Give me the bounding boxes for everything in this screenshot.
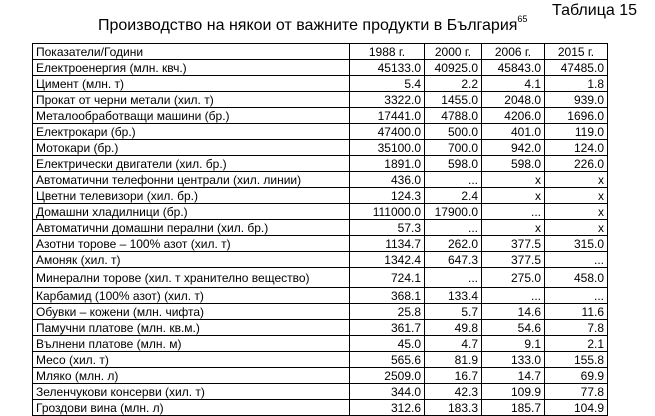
row-value: 4.7 xyxy=(425,336,482,352)
table-row xyxy=(33,76,608,92)
row-value: x xyxy=(545,204,608,220)
row-value: 45.0 xyxy=(350,336,425,352)
row-label: Гроздови вина (млн. л) xyxy=(33,400,350,416)
row-value: ... xyxy=(482,288,545,304)
row-value: 77.8 xyxy=(545,384,608,400)
header-year-2006: 2006 г. xyxy=(482,44,545,60)
row-value: 226.0 xyxy=(545,156,608,172)
row-value: 2048.0 xyxy=(482,92,545,108)
row-label: Металообработващи машини (бр.) xyxy=(33,108,350,124)
row-value: 17900.0 xyxy=(425,204,482,220)
row-value: 1455.0 xyxy=(425,92,482,108)
row-value: 14.6 xyxy=(482,304,545,320)
row-label: Електрически двигатели (хил. бр.) xyxy=(33,156,350,172)
row-value: 1134.7 xyxy=(350,236,425,252)
row-label: Карбамид (100% азот) (хил. т) xyxy=(33,288,350,304)
row-value: 54.6 xyxy=(482,320,545,336)
table-row xyxy=(33,368,608,384)
row-value: 45843.0 xyxy=(482,60,545,76)
row-value: x xyxy=(545,188,608,204)
row-label: Вълнени платове (млн. м) xyxy=(33,336,350,352)
row-value: 3322.0 xyxy=(350,92,425,108)
row-label: Цветни телевизори (хил. бр.) xyxy=(33,188,350,204)
table-row xyxy=(33,60,608,76)
table-row xyxy=(33,252,608,268)
row-label: Прокат от черни метали (хил. т) xyxy=(33,92,350,108)
row-value: 185.7 xyxy=(482,400,545,416)
row-value: 45133.0 xyxy=(350,60,425,76)
row-value: 35100.0 xyxy=(350,140,425,156)
header-row xyxy=(33,44,608,60)
production-table xyxy=(32,43,608,416)
row-value: 565.6 xyxy=(350,352,425,368)
row-value: 361.7 xyxy=(350,320,425,336)
row-label: Зеленчукови консерви (хил. т) xyxy=(33,384,350,400)
row-value: 2.1 xyxy=(545,336,608,352)
row-value: 119.0 xyxy=(545,124,608,140)
footnote-reference: 65 xyxy=(517,14,528,24)
row-value: 1342.4 xyxy=(350,252,425,268)
row-value: ... xyxy=(425,268,482,288)
row-value: 1.8 xyxy=(545,76,608,92)
row-label: Домашни хладилници (бр.) xyxy=(33,204,350,220)
row-value: 25.8 xyxy=(350,304,425,320)
row-label: Автоматични домашни перални (хил. бр.) xyxy=(33,220,350,236)
row-value: 7.8 xyxy=(545,320,608,336)
row-value: 315.0 xyxy=(545,236,608,252)
row-label: Азотни торове – 100% азот (хил. т) xyxy=(33,236,350,252)
table-row xyxy=(33,92,608,108)
table-row xyxy=(33,124,608,140)
row-value: 1891.0 xyxy=(350,156,425,172)
table-row xyxy=(33,304,608,320)
row-value: 57.3 xyxy=(350,220,425,236)
table-row xyxy=(33,288,608,304)
table-row xyxy=(33,384,608,400)
row-value: ... xyxy=(545,288,608,304)
header-year-2000: 2000 г. xyxy=(425,44,482,60)
row-value: 724.1 xyxy=(350,268,425,288)
table-row xyxy=(33,268,608,288)
table-row xyxy=(33,352,608,368)
row-value: 5.4 xyxy=(350,76,425,92)
table-row xyxy=(33,320,608,336)
row-value: 16.7 xyxy=(425,368,482,384)
row-label: Мотокари (бр.) xyxy=(33,140,350,156)
row-value: x xyxy=(482,188,545,204)
row-value: 49.8 xyxy=(425,320,482,336)
table-body xyxy=(33,60,608,416)
header-indicators: Показатели/Години xyxy=(33,44,350,60)
row-value: 47485.0 xyxy=(545,60,608,76)
row-value: 124.3 xyxy=(350,188,425,204)
row-value: 401.0 xyxy=(482,124,545,140)
row-value: 4206.0 xyxy=(482,108,545,124)
row-value: 368.1 xyxy=(350,288,425,304)
row-value: 183.3 xyxy=(425,400,482,416)
row-label: Електроенергия (млн. квч.) xyxy=(33,60,350,76)
row-value: 377.5 xyxy=(482,252,545,268)
row-value: 458.0 xyxy=(545,268,608,288)
row-value: ... xyxy=(482,204,545,220)
table-row xyxy=(33,172,608,188)
table-row xyxy=(33,188,608,204)
header-year-1988: 1988 г. xyxy=(350,44,425,60)
row-value: 436.0 xyxy=(350,172,425,188)
row-value: 40925.0 xyxy=(425,60,482,76)
table-row xyxy=(33,108,608,124)
row-value: x xyxy=(545,220,608,236)
row-value: 2.4 xyxy=(425,188,482,204)
title-text: Производство на някои от важните продукти в България xyxy=(98,17,518,34)
table-row xyxy=(33,140,608,156)
table-row xyxy=(33,220,608,236)
row-value: 1696.0 xyxy=(545,108,608,124)
row-value: 4788.0 xyxy=(425,108,482,124)
row-value: ... xyxy=(545,252,608,268)
row-value: 598.0 xyxy=(425,156,482,172)
row-value: 81.9 xyxy=(425,352,482,368)
row-label: Памучни платове (млн. кв.м.) xyxy=(33,320,350,336)
row-value: 5.7 xyxy=(425,304,482,320)
row-value: 598.0 xyxy=(482,156,545,172)
row-value: 647.3 xyxy=(425,252,482,268)
row-value: 104.9 xyxy=(545,400,608,416)
row-value: 47400.0 xyxy=(350,124,425,140)
row-value: 312.6 xyxy=(350,400,425,416)
row-label: Цимент (млн. т) xyxy=(33,76,350,92)
table-row xyxy=(33,204,608,220)
row-label: Минерални торове (хил. т хранително вещество) xyxy=(33,268,350,288)
table-row xyxy=(33,156,608,172)
table-number: Таблица 15 xyxy=(552,2,637,19)
row-label: Обувки – кожени (млн. чифта) xyxy=(33,304,350,320)
row-value: 4.1 xyxy=(482,76,545,92)
row-value: 939.0 xyxy=(545,92,608,108)
document-title xyxy=(98,14,527,35)
row-value: ... xyxy=(425,220,482,236)
row-value: 11.6 xyxy=(545,304,608,320)
row-label: Електрокари (бр.) xyxy=(33,124,350,140)
table-row xyxy=(33,336,608,352)
row-label: Месо (хил. т) xyxy=(33,352,350,368)
row-value: 9.1 xyxy=(482,336,545,352)
row-value: x xyxy=(482,220,545,236)
row-value: 2.2 xyxy=(425,76,482,92)
row-value: 133.4 xyxy=(425,288,482,304)
row-value: ... xyxy=(425,172,482,188)
row-value: 42.3 xyxy=(425,384,482,400)
row-value: 124.0 xyxy=(545,140,608,156)
row-value: 377.5 xyxy=(482,236,545,252)
row-value: 111000.0 xyxy=(350,204,425,220)
row-value: 155.8 xyxy=(545,352,608,368)
row-value: 700.0 xyxy=(425,140,482,156)
row-value: 14.7 xyxy=(482,368,545,384)
row-value: 275.0 xyxy=(482,268,545,288)
row-label: Мляко (млн. л) xyxy=(33,368,350,384)
row-value: 109.9 xyxy=(482,384,545,400)
row-value: x xyxy=(545,172,608,188)
row-value: 69.9 xyxy=(545,368,608,384)
table-row xyxy=(33,236,608,252)
row-value: x xyxy=(482,172,545,188)
row-value: 500.0 xyxy=(425,124,482,140)
row-value: 344.0 xyxy=(350,384,425,400)
row-value: 2509.0 xyxy=(350,368,425,384)
row-value: 262.0 xyxy=(425,236,482,252)
row-label: Амоняк (хил. т) xyxy=(33,252,350,268)
row-label: Автоматични телефонни централи (хил. линии) xyxy=(33,172,350,188)
row-value: 17441.0 xyxy=(350,108,425,124)
header-year-2015: 2015 г. xyxy=(545,44,608,60)
row-value: 942.0 xyxy=(482,140,545,156)
row-value: 133.0 xyxy=(482,352,545,368)
